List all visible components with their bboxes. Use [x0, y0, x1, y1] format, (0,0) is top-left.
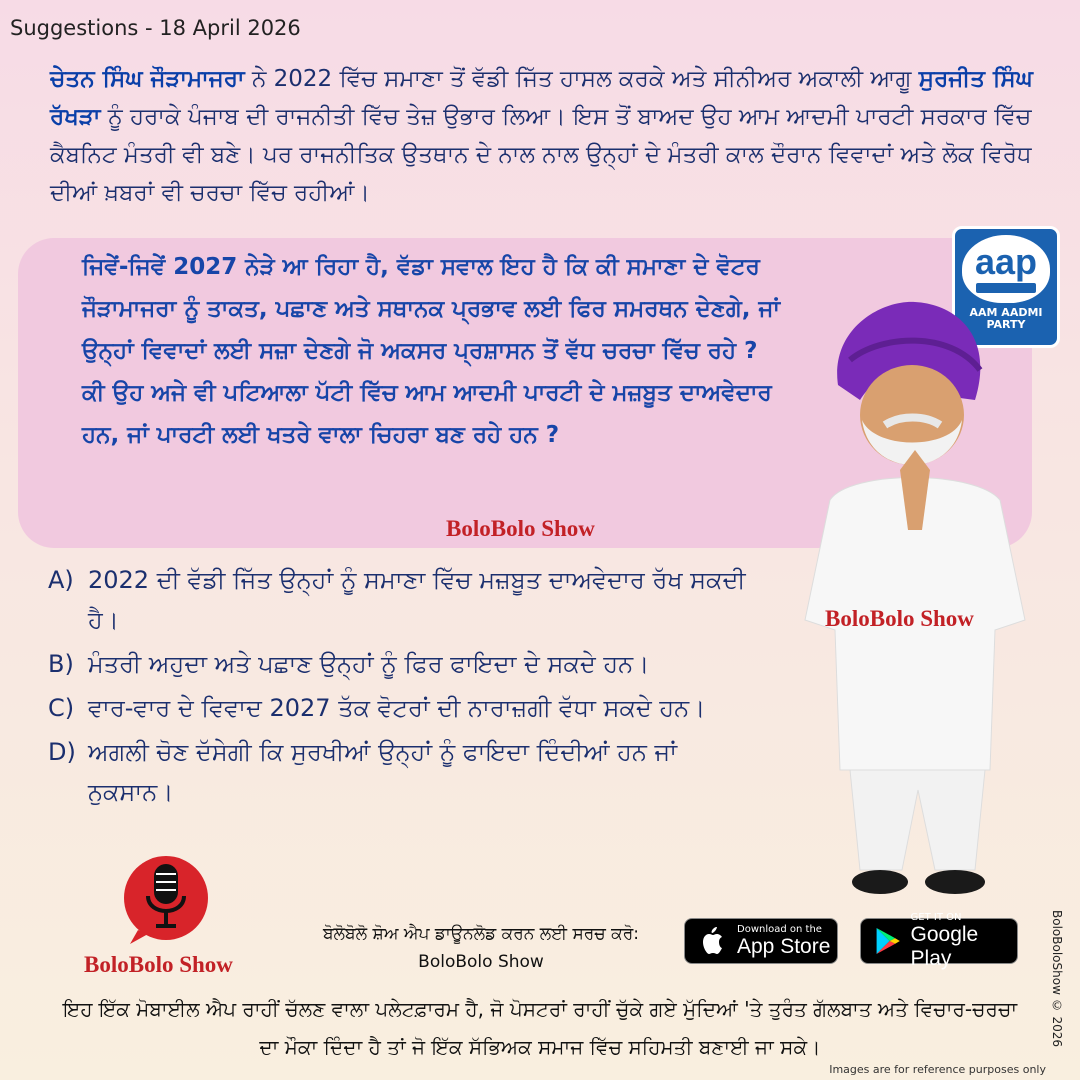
watermark-right: BoloBolo Show [825, 606, 974, 631]
microphone-icon [118, 850, 214, 946]
option-letter: B) [48, 650, 74, 678]
option-text: ਅਗਲੀ ਚੋਣ ਦੱਸੇਗੀ ਕਿ ਸੁਰਖੀਆਂ ਉਨ੍ਹਾਂ ਨੂੰ ਫਾਇਦਾ ਦਿੰਦੀਆਂ ਹਨ ਜਾਂ ਨੁਕਸਾਨ। [88, 738, 677, 806]
footer-description: ਇਹ ਇੱਕ ਮੋਬਾਈਲ ਐਪ ਰਾਹੀਂ ਚੱਲਣ ਵਾਲਾ ਪਲੇਟਫ਼ਾਰਮ ਹੈ, ਜੋ ਪੋਸਟਰਾਂ ਰਾਹੀਂ ਚੁੱਕੇ ਗਏ ਮੁੱਦਿਆਂ 'ਤੇ ਤੁਰੰਤ ਗੱਲਬਾਤ ਅਤੇ ਵਿਚਾਰ-ਚਰਚਾ ਦਾ ਮੌਕਾ ਦਿੰਦਾ ਹੈ ਤਾਂ ਜੋ ਇੱਕ ਸੱਭਿਅਕ ਸਮਾਜ ਵਿੱਚ ਸਹਿਮਤੀ ਬਣਾਈ ਜਾ ਸਕੇ। [62, 997, 1018, 1059]
app-store-badge[interactable] [684, 918, 838, 964]
intro-paragraph [50, 60, 1040, 212]
name-highlight-2: ਸੁਰਜੀਤ ਸਿੰਘ ਰੱਖੜਾ [50, 66, 1033, 130]
search-instruction: ਬੋਲੋਬੋਲੋ ਸ਼ੋਅ ਐਪ ਡਾਊਨਲੋਡ ਕਰਨ ਲਈ ਸਰਚ ਕਰੋ: [322, 924, 640, 944]
appstore-small-text: Download on the [737, 923, 822, 935]
intro-text-1: ਨੇ 2022 ਵਿੱਚ ਸਮਾਣਾ ਤੋਂ ਵੱਡੀ ਜਿੱਤ ਹਾਸਲ ਕਰਕੇ ਅਤੇ ਸੀਨੀਅਰ ਅਕਾਲੀ ਆਗੂ [244, 66, 919, 92]
option-text: 2022 ਦੀ ਵੱਡੀ ਜਿੱਤ ਉਨ੍ਹਾਂ ਨੂੰ ਸਮਾਣਾ ਵਿੱਚ ਮਜ਼ਬੂਤ ਦਾਅਵੇਦਾਰ ਰੱਖ ਸਕਦੀ ਹੈ। [88, 566, 746, 634]
question-line-1: ਜਿਵੇਂ-ਜਿਵੇਂ 2027 ਨੇੜੇ ਆ ਰਿਹਾ ਹੈ, ਵੱਡਾ ਸਵਾਲ ਇਹ ਹੈ ਕਿ ਕੀ ਸਮਾਣਾ ਦੇ ਵੋਟਰ ਜੌੜਾਮਾਜਰਾ ਨੂੰ ਤਾਕਤ, ਪਛਾਣ ਅਤੇ ਸਥਾਨਕ ਪ੍ਰਭਾਵ ਲਈ ਫਿਰ ਸਮਰਥਨ ਦੇਣਗੇ, ਜਾਂ ਉਨ੍ਹਾਂ ਵਿਵਾਦਾਂ ਲਈ ਸਜ਼ਾ ਦੇਣਗੇ ਜੋ ਅਕਸਰ ਪ੍ਰਸ਼ਾਸਨ ਤੋਂ ਵੱਧ ਚਰਚਾ ਵਿੱਚ ਰਹੇ ? [82, 254, 781, 364]
question-line-2: ਕੀ ਉਹ ਅਜੇ ਵੀ ਪਟਿਆਲਾ ਪੱਟੀ ਵਿੱਚ ਆਮ ਆਦਮੀ ਪਾਰਟੀ ਦੇ ਮਜ਼ਬੂਤ ਦਾਅਵੇਦਾਰ ਹਨ, ਜਾਂ ਪਾਰਟੀ ਲਈ ਖਤਰੇ ਵਾਲਾ ਚਿਹਰਾ ਬਣ ਰਹੇ ਹਨ ? [82, 380, 772, 448]
option-letter: C) [48, 694, 75, 722]
brand-name: BoloBolo Show [84, 952, 233, 977]
app-name: BoloBolo Show [418, 952, 544, 972]
options-list [48, 560, 748, 816]
gplay-big-text: Google Play [910, 922, 979, 970]
person-illustration [790, 290, 1040, 910]
option-letter: A) [48, 566, 74, 594]
google-play-icon [871, 923, 905, 959]
appstore-big-text: App Store [737, 934, 831, 958]
option-c [48, 688, 748, 728]
option-letter: D) [48, 738, 76, 766]
name-highlight-1: ਚੇਤਨ ਸਿੰਘ ਜੌੜਾਮਾਜਰਾ [50, 66, 245, 92]
option-text: ਵਾਰ-ਵਾਰ ਦੇ ਵਿਵਾਦ 2027 ਤੱਕ ਵੋਟਰਾਂ ਦੀ ਨਾਰਾਜ਼ਗੀ ਵੱਧਾ ਸਕਦੇ ਹਨ। [88, 694, 706, 722]
aap-logo-word: aap [974, 241, 1038, 282]
app-search-text [300, 920, 662, 976]
intro-text-2: ਨੂੰ ਹਰਾਕੇ ਪੰਜਾਬ ਦੀ ਰਾਜਨੀਤੀ ਵਿੱਚ ਤੇਜ਼ ਉਭਾਰ ਲਿਆ। ਇਸ ਤੋਂ ਬਾਅਦ ਉਹ ਆਮ ਆਦਮੀ ਪਾਰਟੀ ਸਰਕਾਰ ਵਿੱਚ ਕੈਬਨਿਟ ਮੰਤਰੀ ਵੀ ਬਣੇ। ਪਰ ਰਾਜਨੀਤਿਕ ਉਤਥਾਨ ਦੇ ਨਾਲ ਨਾਲ ਉਨ੍ਹਾਂ ਦੇ ਮੰਤਰੀ ਕਾਲ ਦੌਰਾਨ ਵਿਵਾਦਾਂ ਅਤੇ ਲੋਕ ਵਿਰੋਧ ਦੀਆਂ ਖ਼ਬਰਾਂ ਵੀ ਚਰਚਾ ਵਿੱਚ ਰਹੀਆਂ। [50, 104, 1032, 206]
option-a [48, 560, 748, 640]
option-b [48, 644, 748, 684]
post-date: Suggestions - 18 April 2026 [10, 16, 301, 40]
aap-logo-name: AAM AADMI PARTY [969, 306, 1043, 331]
copyright-vertical: BoloBoloShow © 2026 [1050, 910, 1064, 1048]
reference-note: Images are for reference purposes only [829, 1063, 1046, 1076]
gplay-small-text: GET IT ON [910, 911, 962, 923]
option-text: ਮੰਤਰੀ ਅਹੁਦਾ ਅਤੇ ਪਛਾਣ ਉਨ੍ਹਾਂ ਨੂੰ ਫਿਰ ਫਾਇਦਾ ਦੇ ਸਕਦੇ ਹਨ। [88, 650, 650, 678]
apple-icon [695, 923, 731, 959]
option-d [48, 732, 748, 812]
question-text [82, 246, 782, 456]
google-play-badge[interactable] [860, 911, 1018, 970]
watermark-center: BoloBolo Show [446, 516, 595, 541]
